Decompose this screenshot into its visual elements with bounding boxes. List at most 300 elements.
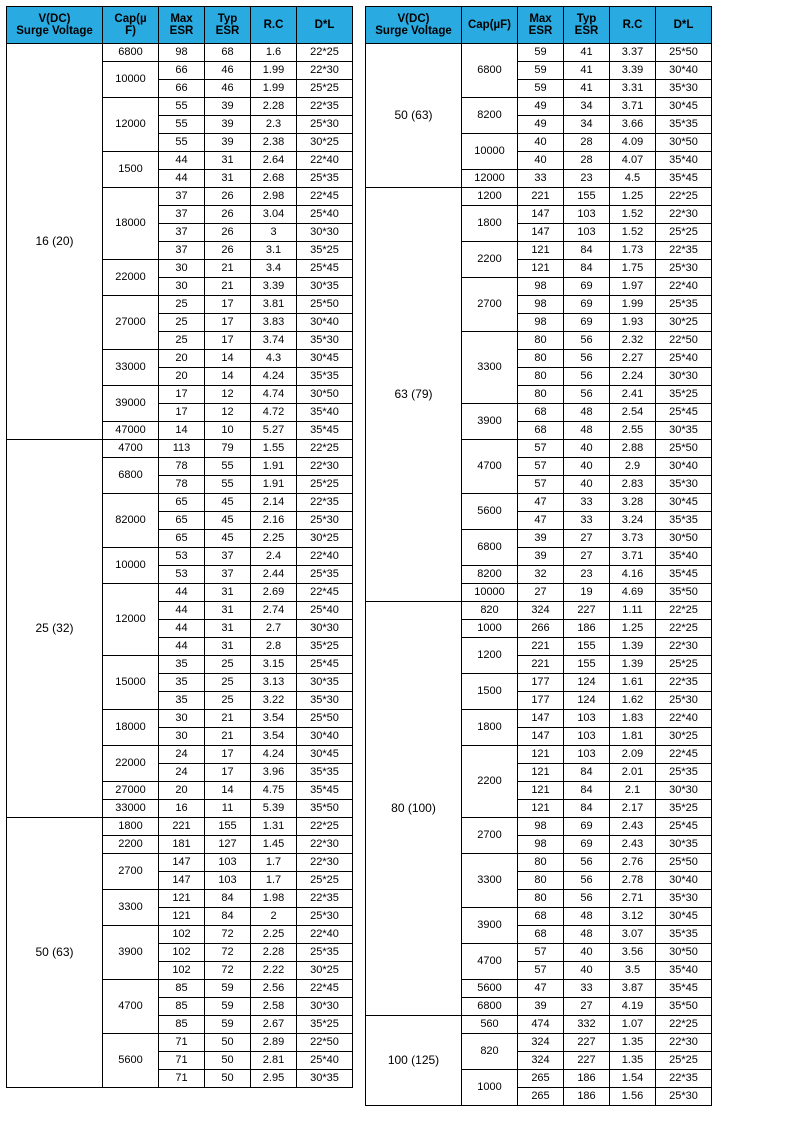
- dl-cell: 35*25: [297, 242, 353, 260]
- dl-cell: 25*35: [297, 944, 353, 962]
- rc-cell: 2.4: [251, 548, 297, 566]
- rc-cell: 2.9: [610, 458, 656, 476]
- dl-cell: 22*45: [297, 980, 353, 998]
- typ-esr-cell: 55: [205, 476, 251, 494]
- rc-cell: 3.28: [610, 494, 656, 512]
- max-esr-cell: 65: [159, 530, 205, 548]
- typ-esr-cell: 39: [205, 116, 251, 134]
- typ-esr-cell: 17: [205, 314, 251, 332]
- rc-cell: 4.69: [610, 584, 656, 602]
- typ-esr-cell: 17: [205, 332, 251, 350]
- max-esr-cell: 68: [518, 404, 564, 422]
- max-esr-cell: 47: [518, 494, 564, 512]
- max-esr-cell: 80: [518, 890, 564, 908]
- dl-cell: 30*45: [656, 494, 712, 512]
- dl-cell: 30*40: [656, 458, 712, 476]
- rc-cell: 3: [251, 224, 297, 242]
- typ-esr-cell: 186: [564, 620, 610, 638]
- max-esr-cell: 39: [518, 548, 564, 566]
- typ-esr-cell: 186: [564, 1088, 610, 1106]
- dl-cell: 25*30: [656, 260, 712, 278]
- capacitance-cell: 12000: [462, 170, 518, 188]
- typ-esr-cell: 33: [564, 980, 610, 998]
- dl-cell: 22*35: [297, 890, 353, 908]
- capacitance-cell: 820: [462, 1034, 518, 1070]
- rc-cell: 2.89: [251, 1034, 297, 1052]
- rc-cell: 2: [251, 908, 297, 926]
- dl-cell: 25*25: [297, 872, 353, 890]
- max-esr-cell: 80: [518, 332, 564, 350]
- dl-cell: 30*40: [297, 314, 353, 332]
- rc-cell: 2.16: [251, 512, 297, 530]
- typ-esr-cell: 25: [205, 692, 251, 710]
- dl-cell: 30*35: [656, 836, 712, 854]
- rc-cell: 4.09: [610, 134, 656, 152]
- header-typ-esr-line2: ESR: [215, 25, 240, 37]
- dl-cell: 22*30: [297, 854, 353, 872]
- dl-cell: 25*35: [656, 764, 712, 782]
- max-esr-cell: 98: [518, 296, 564, 314]
- max-esr-cell: 59: [518, 62, 564, 80]
- dl-cell: 35*35: [297, 764, 353, 782]
- header-voltage-line2: Surge Voltage: [16, 25, 93, 37]
- capacitance-cell: 10000: [462, 134, 518, 170]
- dl-cell: 35*40: [656, 548, 712, 566]
- typ-esr-cell: 69: [564, 278, 610, 296]
- typ-esr-cell: 48: [564, 926, 610, 944]
- table-row: [366, 1016, 712, 1034]
- dl-cell: 35*30: [297, 332, 353, 350]
- header-typ-esr-line1: Typ: [576, 12, 597, 25]
- max-esr-cell: 35: [159, 674, 205, 692]
- typ-esr-cell: 103: [564, 710, 610, 728]
- dl-cell: 35*40: [297, 404, 353, 422]
- dl-cell: 22*30: [297, 458, 353, 476]
- capacitance-cell: 5600: [462, 494, 518, 530]
- capacitance-cell: 6800: [462, 44, 518, 98]
- dl-cell: 22*35: [297, 98, 353, 116]
- max-esr-cell: 40: [518, 152, 564, 170]
- rc-cell: 2.43: [610, 818, 656, 836]
- dl-cell: 25*45: [297, 260, 353, 278]
- typ-esr-cell: 19: [564, 584, 610, 602]
- voltage-cell: 100 (125): [366, 1016, 462, 1106]
- max-esr-cell: 147: [518, 224, 564, 242]
- dl-cell: 25*35: [656, 296, 712, 314]
- typ-esr-cell: 84: [564, 782, 610, 800]
- dl-cell: 25*25: [297, 80, 353, 98]
- max-esr-cell: 68: [518, 908, 564, 926]
- typ-esr-cell: 103: [564, 224, 610, 242]
- max-esr-cell: 121: [159, 890, 205, 908]
- rc-cell: 5.39: [251, 800, 297, 818]
- rc-cell: 1.52: [610, 206, 656, 224]
- capacitance-cell: 1200: [462, 638, 518, 674]
- typ-esr-cell: 186: [564, 1070, 610, 1088]
- typ-esr-cell: 103: [205, 854, 251, 872]
- rc-cell: 4.75: [251, 782, 297, 800]
- rc-cell: 3.07: [610, 926, 656, 944]
- max-esr-cell: 121: [518, 800, 564, 818]
- rc-cell: 3.24: [610, 512, 656, 530]
- rc-cell: 2.56: [251, 980, 297, 998]
- rc-cell: 3.54: [251, 728, 297, 746]
- typ-esr-cell: 59: [205, 998, 251, 1016]
- max-esr-cell: 30: [159, 710, 205, 728]
- typ-esr-cell: 56: [564, 368, 610, 386]
- typ-esr-cell: 37: [205, 548, 251, 566]
- typ-esr-cell: 155: [564, 638, 610, 656]
- max-esr-cell: 65: [159, 494, 205, 512]
- typ-esr-cell: 31: [205, 584, 251, 602]
- max-esr-cell: 80: [518, 872, 564, 890]
- max-esr-cell: 47: [518, 980, 564, 998]
- left-table-header: [7, 7, 353, 44]
- max-esr-cell: 16: [159, 800, 205, 818]
- header-voltage-line1: V(DC): [38, 12, 71, 25]
- header-cap: [103, 7, 159, 44]
- typ-esr-cell: 12: [205, 386, 251, 404]
- max-esr-cell: 24: [159, 746, 205, 764]
- max-esr-cell: 147: [518, 728, 564, 746]
- capacitance-cell: 3900: [103, 926, 159, 980]
- rc-cell: 1.75: [610, 260, 656, 278]
- header-typ-esr: [205, 7, 251, 44]
- typ-esr-cell: 23: [564, 170, 610, 188]
- max-esr-cell: 44: [159, 170, 205, 188]
- max-esr-cell: 98: [518, 836, 564, 854]
- typ-esr-cell: 26: [205, 188, 251, 206]
- rc-cell: 2.71: [610, 890, 656, 908]
- rc-cell: 4.24: [251, 368, 297, 386]
- typ-esr-cell: 48: [564, 908, 610, 926]
- rc-cell: 2.43: [610, 836, 656, 854]
- typ-esr-cell: 72: [205, 962, 251, 980]
- rc-cell: 4.74: [251, 386, 297, 404]
- typ-esr-cell: 40: [564, 440, 610, 458]
- typ-esr-cell: 72: [205, 944, 251, 962]
- rc-cell: 2.24: [610, 368, 656, 386]
- rc-cell: 1.25: [610, 620, 656, 638]
- dl-cell: 35*50: [656, 584, 712, 602]
- typ-esr-cell: 56: [564, 332, 610, 350]
- rc-cell: 1.91: [251, 458, 297, 476]
- capacitance-cell: 47000: [103, 422, 159, 440]
- rc-cell: 5.27: [251, 422, 297, 440]
- dl-cell: 25*50: [656, 440, 712, 458]
- dl-cell: 22*25: [297, 44, 353, 62]
- typ-esr-cell: 227: [564, 602, 610, 620]
- capacitance-cell: 18000: [103, 188, 159, 260]
- rc-cell: 1.7: [251, 872, 297, 890]
- typ-esr-cell: 56: [564, 386, 610, 404]
- rc-cell: 4.72: [251, 404, 297, 422]
- max-esr-cell: 121: [518, 764, 564, 782]
- typ-esr-cell: 79: [205, 440, 251, 458]
- max-esr-cell: 44: [159, 602, 205, 620]
- typ-esr-cell: 27: [564, 998, 610, 1016]
- typ-esr-cell: 69: [564, 836, 610, 854]
- typ-esr-cell: 155: [205, 818, 251, 836]
- typ-esr-cell: 68: [205, 44, 251, 62]
- max-esr-cell: 20: [159, 782, 205, 800]
- dl-cell: 22*50: [656, 332, 712, 350]
- rc-cell: 2.68: [251, 170, 297, 188]
- dl-cell: 30*30: [297, 224, 353, 242]
- dl-cell: 30*50: [297, 386, 353, 404]
- max-esr-cell: 221: [518, 188, 564, 206]
- capacitance-cell: 27000: [103, 296, 159, 350]
- dl-cell: 30*35: [297, 1070, 353, 1088]
- typ-esr-cell: 14: [205, 368, 251, 386]
- dl-cell: 30*25: [656, 314, 712, 332]
- capacitance-cell: 1800: [462, 206, 518, 242]
- typ-esr-cell: 27: [564, 530, 610, 548]
- max-esr-cell: 17: [159, 404, 205, 422]
- header-voltage: [366, 7, 462, 44]
- typ-esr-cell: 45: [205, 512, 251, 530]
- rc-cell: 2.22: [251, 962, 297, 980]
- dl-cell: 25*45: [656, 818, 712, 836]
- capacitance-cell: 8200: [462, 566, 518, 584]
- dl-cell: 25*40: [297, 602, 353, 620]
- max-esr-cell: 20: [159, 350, 205, 368]
- dl-cell: 30*40: [297, 728, 353, 746]
- max-esr-cell: 68: [518, 926, 564, 944]
- typ-esr-cell: 23: [564, 566, 610, 584]
- dl-cell: 30*50: [656, 944, 712, 962]
- typ-esr-cell: 103: [205, 872, 251, 890]
- dl-cell: 25*50: [297, 710, 353, 728]
- typ-esr-cell: 10: [205, 422, 251, 440]
- rc-cell: 2.25: [251, 530, 297, 548]
- capacitance-cell: 10000: [103, 62, 159, 98]
- capacitance-cell: 5600: [462, 980, 518, 998]
- rc-cell: 2.14: [251, 494, 297, 512]
- max-esr-cell: 121: [518, 260, 564, 278]
- max-esr-cell: 102: [159, 962, 205, 980]
- capacitance-cell: 820: [462, 602, 518, 620]
- typ-esr-cell: 46: [205, 80, 251, 98]
- right-table-body: [366, 44, 712, 1106]
- capacitance-cell: 560: [462, 1016, 518, 1034]
- header-max-esr-line1: Max: [529, 12, 552, 25]
- header-dl: D*L: [297, 7, 353, 44]
- capacitance-cell: 4700: [103, 980, 159, 1034]
- typ-esr-cell: 84: [564, 800, 610, 818]
- max-esr-cell: 37: [159, 188, 205, 206]
- max-esr-cell: 177: [518, 674, 564, 692]
- capacitance-cell: 3300: [462, 854, 518, 908]
- dl-cell: 22*50: [297, 1034, 353, 1052]
- capacitance-cell: 1800: [103, 818, 159, 836]
- max-esr-cell: 265: [518, 1088, 564, 1106]
- dl-cell: 25*25: [656, 656, 712, 674]
- rc-cell: 1.93: [610, 314, 656, 332]
- rc-cell: 2.28: [251, 944, 297, 962]
- rc-cell: 1.99: [610, 296, 656, 314]
- typ-esr-cell: 31: [205, 152, 251, 170]
- max-esr-cell: 221: [159, 818, 205, 836]
- typ-esr-cell: 59: [205, 1016, 251, 1034]
- max-esr-cell: 57: [518, 458, 564, 476]
- dl-cell: 22*25: [656, 188, 712, 206]
- max-esr-cell: 121: [518, 242, 564, 260]
- dl-cell: 22*45: [297, 188, 353, 206]
- typ-esr-cell: 21: [205, 728, 251, 746]
- max-esr-cell: 44: [159, 152, 205, 170]
- max-esr-cell: 55: [159, 134, 205, 152]
- capacitance-cell: 15000: [103, 656, 159, 710]
- table-row: [7, 44, 353, 62]
- max-esr-cell: 324: [518, 1034, 564, 1052]
- rc-cell: 4.16: [610, 566, 656, 584]
- capacitance-cell: 82000: [103, 494, 159, 548]
- rc-cell: 3.74: [251, 332, 297, 350]
- rc-cell: 2.69: [251, 584, 297, 602]
- capacitance-cell: 22000: [103, 260, 159, 296]
- dl-cell: 35*30: [656, 476, 712, 494]
- typ-esr-cell: 155: [564, 656, 610, 674]
- header-typ-esr: [564, 7, 610, 44]
- rc-cell: 3.96: [251, 764, 297, 782]
- max-esr-cell: 53: [159, 548, 205, 566]
- rc-cell: 1.11: [610, 602, 656, 620]
- dl-cell: 30*30: [297, 620, 353, 638]
- typ-esr-cell: 17: [205, 764, 251, 782]
- rc-cell: 1.99: [251, 62, 297, 80]
- header-row: [366, 7, 712, 44]
- left-table-body: [7, 44, 353, 1088]
- dl-cell: 22*35: [297, 494, 353, 512]
- dl-cell: 22*40: [656, 278, 712, 296]
- rc-cell: 2.01: [610, 764, 656, 782]
- typ-esr-cell: 84: [205, 908, 251, 926]
- max-esr-cell: 102: [159, 926, 205, 944]
- voltage-cell: 63 (79): [366, 188, 462, 602]
- dl-cell: 35*35: [656, 116, 712, 134]
- dl-cell: 22*25: [297, 818, 353, 836]
- capacitance-cell: 8200: [462, 98, 518, 134]
- rc-cell: 2.44: [251, 566, 297, 584]
- rc-cell: 3.13: [251, 674, 297, 692]
- rc-cell: 1.81: [610, 728, 656, 746]
- max-esr-cell: 40: [518, 134, 564, 152]
- rc-cell: 3.83: [251, 314, 297, 332]
- max-esr-cell: 55: [159, 98, 205, 116]
- max-esr-cell: 37: [159, 206, 205, 224]
- voltage-cell: 50 (63): [7, 818, 103, 1088]
- capacitance-cell: 6800: [103, 458, 159, 494]
- typ-esr-cell: 37: [205, 566, 251, 584]
- dl-cell: 30*35: [297, 674, 353, 692]
- dl-cell: 35*25: [656, 800, 712, 818]
- dl-cell: 22*25: [656, 602, 712, 620]
- left-table-wrapper: [6, 6, 353, 1142]
- dl-cell: 35*45: [297, 782, 353, 800]
- max-esr-cell: 121: [518, 782, 564, 800]
- dl-cell: 22*40: [656, 710, 712, 728]
- dl-cell: 30*45: [656, 98, 712, 116]
- max-esr-cell: 80: [518, 854, 564, 872]
- typ-esr-cell: 40: [564, 944, 610, 962]
- max-esr-cell: 147: [159, 854, 205, 872]
- max-esr-cell: 98: [518, 818, 564, 836]
- rc-cell: 1.83: [610, 710, 656, 728]
- rc-cell: 2.3: [251, 116, 297, 134]
- rc-cell: 1.55: [251, 440, 297, 458]
- capacitance-cell: 4700: [103, 440, 159, 458]
- capacitance-cell: 3300: [462, 332, 518, 404]
- typ-esr-cell: 69: [564, 314, 610, 332]
- capacitance-cell: 2200: [462, 242, 518, 278]
- voltage-cell: 50 (63): [366, 44, 462, 188]
- typ-esr-cell: 45: [205, 530, 251, 548]
- max-esr-cell: 98: [159, 44, 205, 62]
- max-esr-cell: 181: [159, 836, 205, 854]
- capacitance-cell: 22000: [103, 746, 159, 782]
- max-esr-cell: 265: [518, 1070, 564, 1088]
- typ-esr-cell: 227: [564, 1034, 610, 1052]
- rc-cell: 2.7: [251, 620, 297, 638]
- dl-cell: 25*30: [656, 692, 712, 710]
- rc-cell: 2.17: [610, 800, 656, 818]
- capacitance-cell: 12000: [103, 98, 159, 152]
- rc-cell: 3.5: [610, 962, 656, 980]
- typ-esr-cell: 17: [205, 746, 251, 764]
- capacitance-cell: 2700: [462, 818, 518, 854]
- dl-cell: 25*45: [297, 656, 353, 674]
- max-esr-cell: 324: [518, 602, 564, 620]
- typ-esr-cell: 84: [205, 890, 251, 908]
- max-esr-cell: 78: [159, 476, 205, 494]
- typ-esr-cell: 21: [205, 710, 251, 728]
- capacitance-cell: 12000: [103, 584, 159, 656]
- typ-esr-cell: 124: [564, 692, 610, 710]
- dl-cell: 35*25: [297, 1016, 353, 1034]
- typ-esr-cell: 56: [564, 872, 610, 890]
- dl-cell: 35*40: [656, 962, 712, 980]
- max-esr-cell: 39: [518, 530, 564, 548]
- max-esr-cell: 57: [518, 476, 564, 494]
- header-dl: D*L: [656, 7, 712, 44]
- dl-cell: 35*30: [656, 890, 712, 908]
- rc-cell: 1.35: [610, 1052, 656, 1070]
- capacitance-cell: 1000: [462, 620, 518, 638]
- typ-esr-cell: 34: [564, 98, 610, 116]
- typ-esr-cell: 59: [205, 980, 251, 998]
- typ-esr-cell: 40: [564, 476, 610, 494]
- rc-cell: 1.61: [610, 674, 656, 692]
- max-esr-cell: 24: [159, 764, 205, 782]
- rc-cell: 3.73: [610, 530, 656, 548]
- max-esr-cell: 221: [518, 638, 564, 656]
- dl-cell: 25*35: [297, 170, 353, 188]
- dl-cell: 25*50: [297, 296, 353, 314]
- dl-cell: 22*35: [656, 674, 712, 692]
- rc-cell: 3.71: [610, 548, 656, 566]
- typ-esr-cell: 69: [564, 296, 610, 314]
- max-esr-cell: 30: [159, 260, 205, 278]
- header-rc: R.C: [251, 7, 297, 44]
- typ-esr-cell: 17: [205, 296, 251, 314]
- typ-esr-cell: 33: [564, 494, 610, 512]
- capacitor-spec-table-right: [365, 6, 712, 1106]
- dl-cell: 30*45: [297, 350, 353, 368]
- rc-cell: 3.37: [610, 44, 656, 62]
- rc-cell: 2.98: [251, 188, 297, 206]
- max-esr-cell: 20: [159, 368, 205, 386]
